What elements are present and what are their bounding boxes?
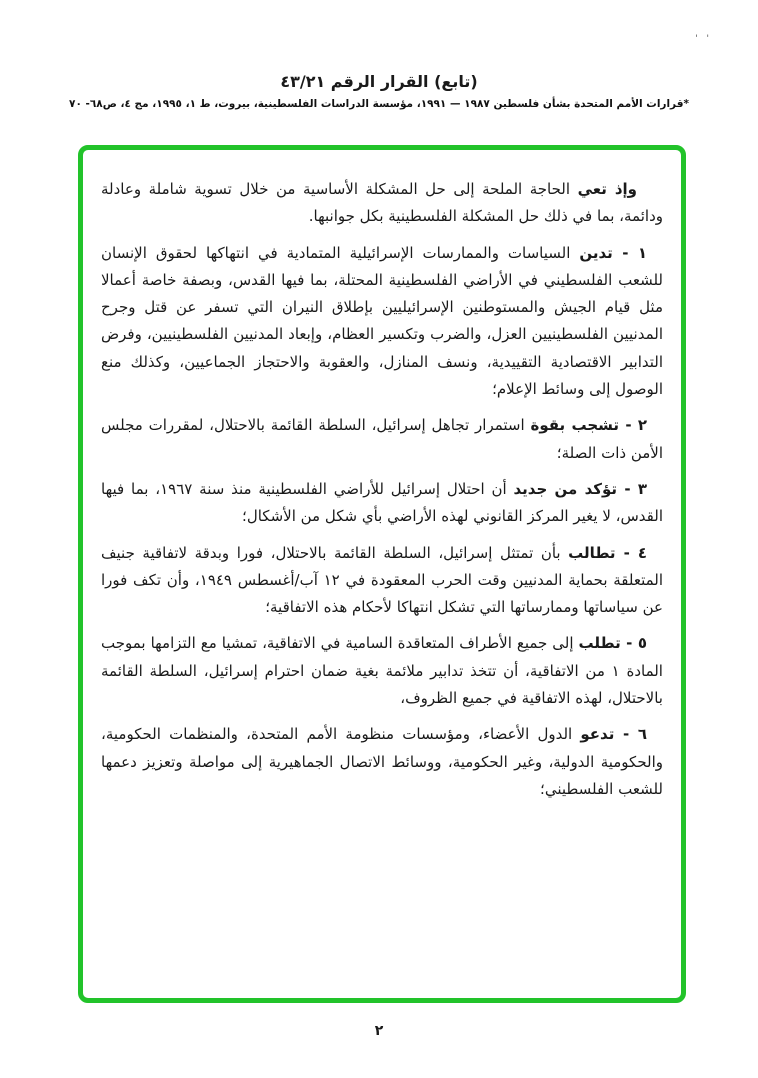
paragraph-text: الحاجة الملحة إلى حل المشكلة الأساسية من خلال تسوية شاملة وعادلة ودائمة، بما في ذلك حل المشكلة الفلسطينية بكل جوانبها. — [101, 180, 663, 226]
paragraph-lead: تدين — [579, 243, 613, 262]
paragraph-text: الدول الأعضاء، ومؤسسات منظومة الأمم المتحدة، والمنظمات الحكومية، والحكومية الدولية، وغير الحكومية، ووسائط الاتصال الجماهيرية إلى مواصلة وتعزيز دعمها للشعب الفلسطيني؛ — [101, 725, 663, 798]
paragraph-number: ١ - — [612, 243, 648, 262]
paragraph-lead: تطلب — [578, 634, 621, 653]
paragraph-lead: تؤكد من جديد — [513, 479, 618, 498]
resolution-title: (تابع) القرار الرقم ٤٣/٢١ — [280, 72, 478, 91]
paragraph-number: ٦ - — [614, 725, 647, 744]
paragraph-text: أن احتلال إسرائيل للأراضي الفلسطينية منذ سنة ١٩٦٧، بما فيها القدس، لا يغير المركز القانوني لهذه الأراضي بأي شكل من الأشكال؛ — [101, 479, 663, 526]
page-footer — [0, 1020, 758, 1039]
page-header — [0, 72, 758, 110]
corner-mark: ' ' — [695, 34, 712, 44]
paragraph-lead: وإذ تعي — [577, 180, 637, 198]
paragraph-number: ٢ - — [619, 416, 648, 435]
paragraph-text: بأن تمتثل إسرائيل، السلطة القائمة بالاحتلال، فورا وبدقة لاتفاقية جنيف المتعلقة بحماية المدنيين وقت الحرب المعقودة في ١٢ آب/أغسطس ١٩٤٩، وأن تكف فورا عن سياساتها وممارساتها التي تشكل انتهاكا لأحكام هذه الاتفاقية؛ — [101, 543, 664, 617]
paragraph-number: ٤ - — [615, 543, 648, 562]
page-number: ٢ — [374, 1023, 384, 1039]
paragraph — [101, 412, 663, 467]
paragraph-lead: تدعو — [580, 725, 615, 744]
paragraph — [101, 240, 663, 404]
paragraph-text: استمرار تجاهل إسرائيل، السلطة القائمة بالاحتلال، لمقررات مجلس الأمن ذات الصلة؛ — [101, 416, 663, 462]
paragraph-number: ٣ - — [617, 479, 647, 498]
paragraph — [101, 176, 663, 231]
paragraph — [101, 476, 663, 531]
paragraph-text: السياسات والممارسات الإسرائيلية المتمادية في انتهاكها لحقوق الإنسان للشعب الفلسطيني في الأراضي الفلسطينية المحتلة، بما فيها القدس، وبصفة خاصة أعمالا مثل قيام الجيش والمستوطنين الإسرائيليين بإطلاق النيران التي تسفر عن قتل وجرح المدنيين الفلسطينيين العزل، والضرب وتكسير العظام، وإبعاد المدنيين الفلسطينيين، وفرض التدابير الاقتصادية التقييدية، ونسف المنازل، والعقوبة والاحتجاز الجماعيين، وكذلك منع الوصول إلى وسائط الإعلام؛ — [101, 243, 663, 399]
paragraph — [101, 721, 663, 803]
source-citation: *قرارات الأمم المتحدة بشأن فلسطين ١٩٨٧ — ١٩٩١، مؤسسة الدراسات الفلسطينية، بيروت، ط ١، ١٩٩٥، مج ٤، ص٦٨- ٧٠ — [69, 98, 689, 110]
paragraph — [101, 630, 663, 712]
resolution-text-box — [78, 145, 686, 1003]
paragraph-number: ٥ - — [620, 634, 647, 653]
paragraph-lead: تشجب بقوة — [530, 416, 620, 435]
paragraph — [101, 540, 663, 622]
paragraph-text: إلى جميع الأطراف المتعاقدة السامية في الاتفاقية، تمشيا مع التزامها بموجب المادة ١ من الاتفاقية، أن تتخذ تدابير ملائمة بغية ضمان احترام إسرائيل، السلطة القائمة بالاحتلال، لهذه الاتفاقية في جميع الظروف، — [101, 634, 663, 708]
paragraph-lead: تطالب — [568, 543, 616, 562]
